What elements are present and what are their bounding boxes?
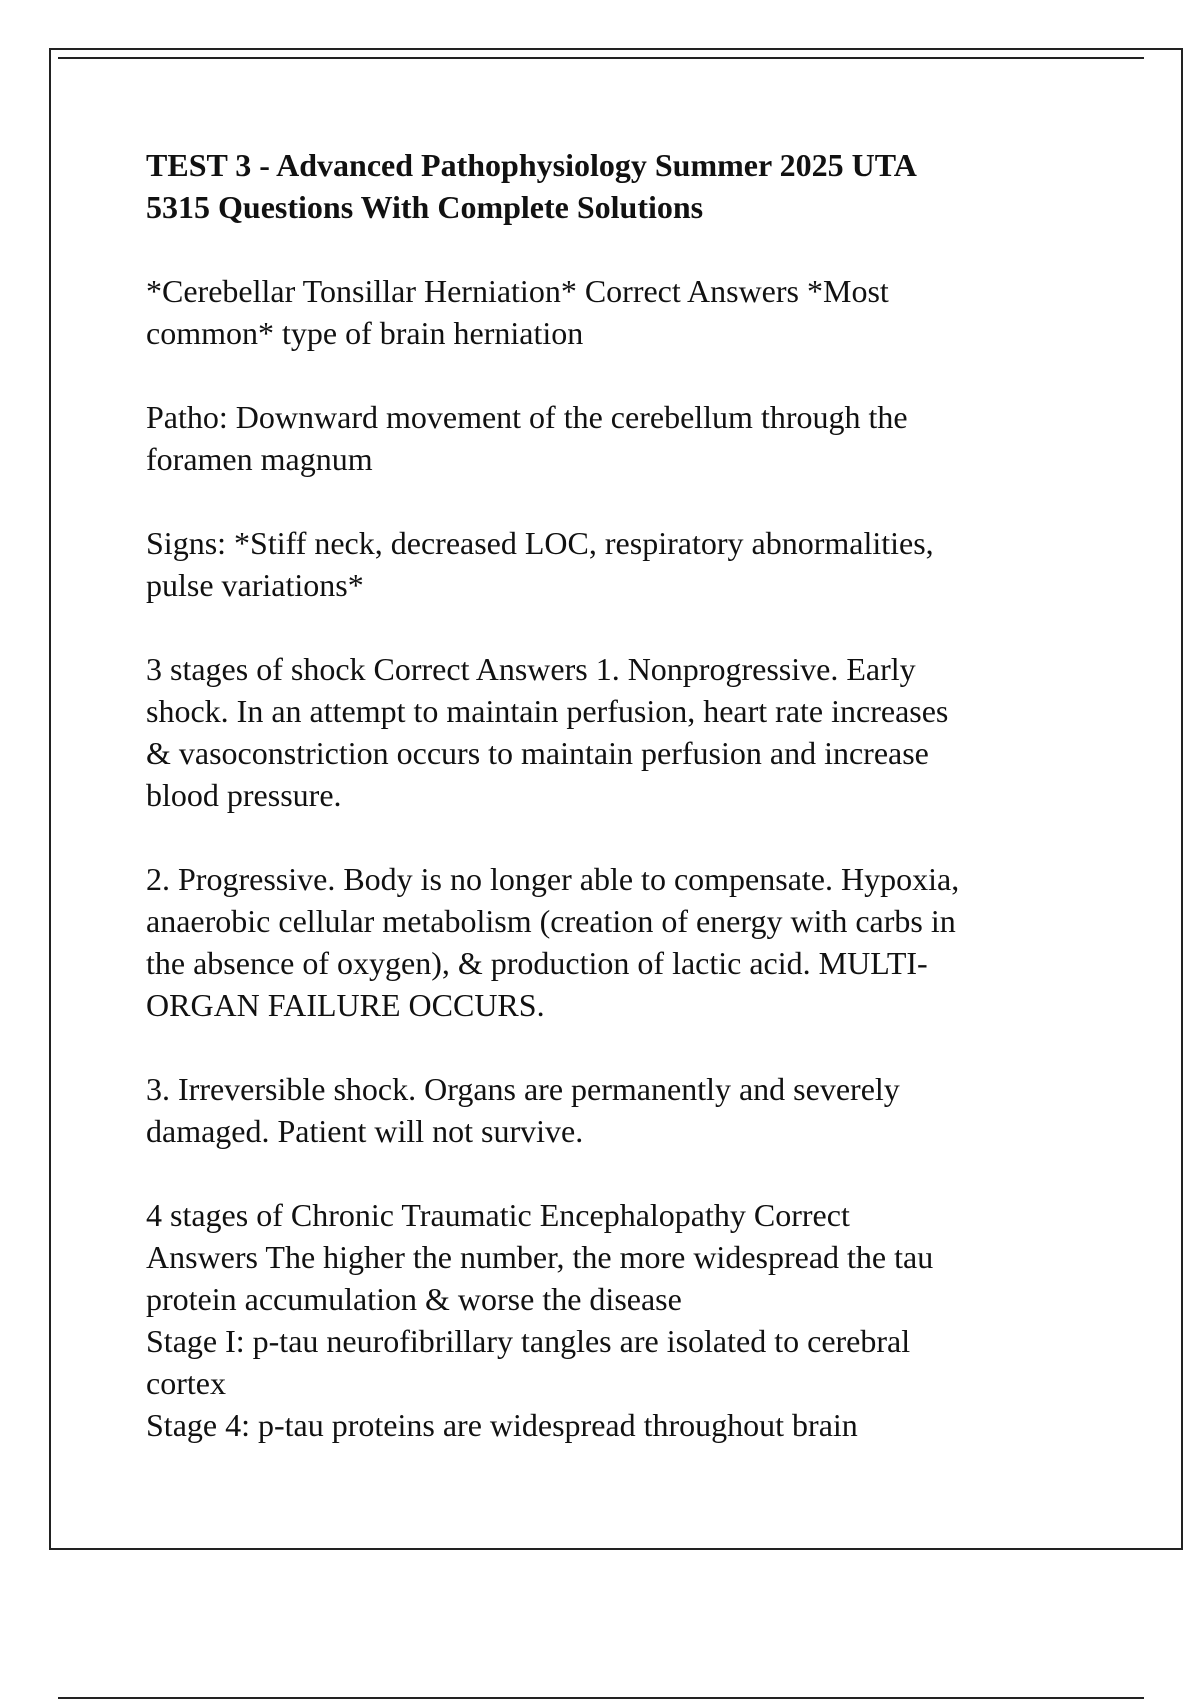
top-rule [58, 57, 1144, 59]
bottom-rule [58, 1697, 1144, 1699]
paragraph-signs: Signs: *Stiff neck, decreased LOC, respiratory abnormalities, pulse variations* [146, 525, 934, 603]
paragraph-irreversible-shock: 3. Irreversible shock. Organs are permanently and severely damaged. Patient will not survive. [146, 1071, 900, 1149]
document-title: TEST 3 - Advanced Pathophysiology Summer 2025 UTA 5315 Questions With Complete Solutions [146, 147, 917, 225]
paragraph-cerebellar-herniation: *Cerebellar Tonsillar Herniation* Correct Answers *Most common* type of brain herniation [146, 273, 889, 351]
document-body [146, 144, 1086, 1488]
paragraph-progressive-shock: 2. Progressive. Body is no longer able to compensate. Hypoxia, anaerobic cellular metabolism (creation of energy with carbs in the absence of oxygen), & production of lactic acid. MULTI- ORGAN FAILURE OCCURS. [146, 861, 960, 1023]
paragraph-patho: Patho: Downward movement of the cerebellum through the foramen magnum [146, 399, 908, 477]
paragraph-cte-stages: 4 stages of Chronic Traumatic Encephalopathy Correct Answers The higher the number, the more widespread the tau protein accumulation & worse the disease Stage I: p-tau neurofibrillary tangles are isolated to cerebral cortex Stage 4: p-tau proteins are widespread throughout brain [146, 1197, 934, 1443]
paragraph-shock-stages: 3 stages of shock Correct Answers 1. Nonprogressive. Early shock. In an attempt to maintain perfusion, heart rate increases & vasoconstriction occurs to maintain perfusion and increase blood pressure. [146, 651, 949, 813]
